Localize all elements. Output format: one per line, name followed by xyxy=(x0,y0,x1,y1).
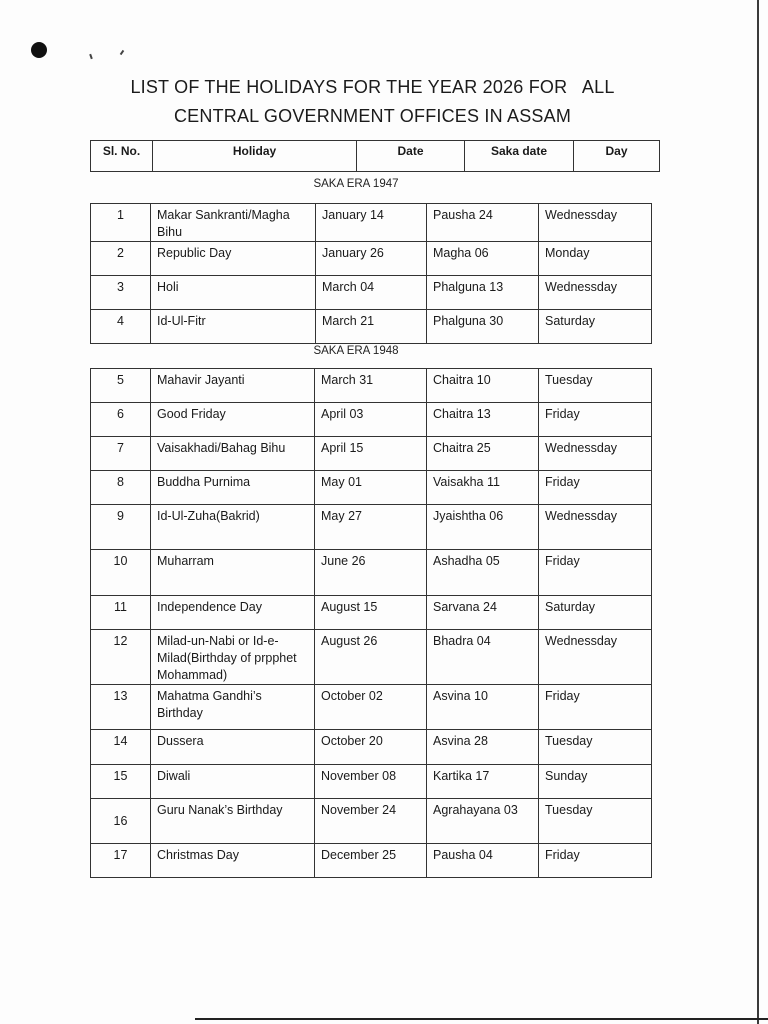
table-row xyxy=(91,403,652,437)
table-row xyxy=(91,550,652,596)
cell-date: May 27 xyxy=(315,505,427,550)
cell-holiday: Buddha Purnima xyxy=(151,471,315,505)
cell-saka-date: Chaitra 25 xyxy=(427,437,539,471)
cell-day: Tuesday xyxy=(539,730,652,765)
cell-date: March 04 xyxy=(316,276,427,310)
table-row xyxy=(91,730,652,765)
cell-sl: 1 xyxy=(91,204,151,242)
era-label-1947: SAKA ERA 1947 xyxy=(313,178,399,190)
cell-date: October 20 xyxy=(315,730,427,765)
cell-day: Saturday xyxy=(539,596,652,630)
cell-day: Friday xyxy=(539,550,652,596)
cell-day: Wednessday xyxy=(539,505,652,550)
cell-date: November 08 xyxy=(315,765,427,799)
cell-holiday: Independence Day xyxy=(151,596,315,630)
cell-holiday: Id-Ul-Zuha(Bakrid) xyxy=(151,505,315,550)
cell-sl: 12 xyxy=(91,630,151,685)
cell-holiday: Vaisakhadi/Bahag Bihu xyxy=(151,437,315,471)
cell-holiday: Id-Ul-Fitr xyxy=(151,310,316,344)
cell-holiday: Muharram xyxy=(151,550,315,596)
cell-sl: 13 xyxy=(91,685,151,730)
cell-saka-date: Pausha 04 xyxy=(427,844,539,878)
scan-speck xyxy=(89,54,93,59)
cell-day: Wednessday xyxy=(539,630,652,685)
cell-saka-date: Phalguna 13 xyxy=(427,276,539,310)
cell-holiday: Makar Sankranti/Magha Bihu xyxy=(151,204,316,242)
cell-date: January 26 xyxy=(316,242,427,276)
cell-sl: 4 xyxy=(91,310,151,344)
cell-holiday: Good Friday xyxy=(151,403,315,437)
cell-sl: 11 xyxy=(91,596,151,630)
cell-saka-date: Chaitra 10 xyxy=(427,369,539,403)
cell-holiday: Guru Nanak’s Birthday xyxy=(151,799,315,844)
cell-saka-date: Kartika 17 xyxy=(427,765,539,799)
cell-sl: 2 xyxy=(91,242,151,276)
cell-date: August 26 xyxy=(315,630,427,685)
cell-holiday: Holi xyxy=(151,276,316,310)
table-row xyxy=(91,596,652,630)
scan-page-edge xyxy=(757,0,759,1024)
holiday-table-era-1947 xyxy=(90,203,652,344)
cell-saka-date: Phalguna 30 xyxy=(427,310,539,344)
cell-date: August 15 xyxy=(315,596,427,630)
cell-sl: 3 xyxy=(91,276,151,310)
table-row xyxy=(91,630,652,685)
cell-holiday: Mahatma Gandhi’s Birthday xyxy=(151,685,315,730)
table-row xyxy=(91,765,652,799)
cell-day: Friday xyxy=(539,471,652,505)
cell-saka-date: Asvina 28 xyxy=(427,730,539,765)
cell-saka-date: Vaisakha 11 xyxy=(427,471,539,505)
cell-sl: 15 xyxy=(91,765,151,799)
cell-holiday: Mahavir Jayanti xyxy=(151,369,315,403)
cell-holiday: Dussera xyxy=(151,730,315,765)
cell-saka-date: Magha 06 xyxy=(427,242,539,276)
table-row xyxy=(91,242,652,276)
cell-saka-date: Ashadha 05 xyxy=(427,550,539,596)
cell-day: Friday xyxy=(539,685,652,730)
cell-day: Saturday xyxy=(539,310,652,344)
cell-date: May 01 xyxy=(315,471,427,505)
scan-speck xyxy=(120,50,125,55)
cell-day: Friday xyxy=(539,403,652,437)
cell-holiday: Milad-un-Nabi or Id-e-Milad(Birthday of prpphet Mohammad) xyxy=(151,630,315,685)
table-row xyxy=(91,369,652,403)
table-row xyxy=(91,310,652,344)
cell-day: Tuesday xyxy=(539,369,652,403)
cell-sl: 7 xyxy=(91,437,151,471)
column-header-table xyxy=(90,140,660,172)
table-row xyxy=(91,844,652,878)
cell-day: Sunday xyxy=(539,765,652,799)
cell-sl: 9 xyxy=(91,505,151,550)
cell-saka-date: Bhadra 04 xyxy=(427,630,539,685)
table-row xyxy=(91,685,652,730)
cell-date: January 14 xyxy=(316,204,427,242)
era-label-1948: SAKA ERA 1948 xyxy=(313,345,399,357)
column-header-date: Date xyxy=(357,141,465,172)
cell-holiday: Republic Day xyxy=(151,242,316,276)
cell-date: October 02 xyxy=(315,685,427,730)
cell-sl: 17 xyxy=(91,844,151,878)
cell-saka-date: Chaitra 13 xyxy=(427,403,539,437)
table-row xyxy=(91,471,652,505)
cell-date: March 21 xyxy=(316,310,427,344)
cell-holiday: Diwali xyxy=(151,765,315,799)
cell-saka-date: Pausha 24 xyxy=(427,204,539,242)
cell-date: April 15 xyxy=(315,437,427,471)
cell-day: Wednessday xyxy=(539,276,652,310)
cell-day: Wednessday xyxy=(539,204,652,242)
cell-saka-date: Asvina 10 xyxy=(427,685,539,730)
cell-date: March 31 xyxy=(315,369,427,403)
cell-sl: 6 xyxy=(91,403,151,437)
table-row xyxy=(91,437,652,471)
cell-sl: 8 xyxy=(91,471,151,505)
cell-day: Monday xyxy=(539,242,652,276)
column-header-sl-no: Sl. No. xyxy=(102,144,141,158)
table-row xyxy=(91,799,652,844)
cell-holiday: Christmas Day xyxy=(151,844,315,878)
cell-sl: 10 xyxy=(91,550,151,596)
holiday-table-era-1948 xyxy=(90,368,652,878)
document-title-line-2: CENTRAL GOVERNMENT OFFICES IN ASSAM xyxy=(173,106,572,126)
cell-saka-date: Agrahayana 03 xyxy=(427,799,539,844)
cell-sl: 16 xyxy=(91,799,151,844)
cell-sl: 14 xyxy=(91,730,151,765)
column-header-saka-date: Saka date xyxy=(465,141,574,172)
scan-bottom-edge xyxy=(195,1018,768,1020)
cell-date: June 26 xyxy=(315,550,427,596)
cell-day: Tuesday xyxy=(539,799,652,844)
cell-sl: 5 xyxy=(91,369,151,403)
column-header-day: Day xyxy=(574,141,660,172)
cell-day: Friday xyxy=(539,844,652,878)
cell-date: November 24 xyxy=(315,799,427,844)
scan-mark-dot xyxy=(31,42,47,58)
cell-saka-date: Jyaishtha 06 xyxy=(427,505,539,550)
table-row xyxy=(91,276,652,310)
table-row xyxy=(91,204,652,242)
cell-date: April 03 xyxy=(315,403,427,437)
table-row xyxy=(91,505,652,550)
column-header-holiday: Holiday xyxy=(153,141,357,172)
cell-date: December 25 xyxy=(315,844,427,878)
cell-day: Wednessday xyxy=(539,437,652,471)
cell-saka-date: Sarvana 24 xyxy=(427,596,539,630)
document-title-line-1: LIST OF THE HOLIDAYS FOR THE YEAR 2026 FOR ALL xyxy=(130,77,615,97)
